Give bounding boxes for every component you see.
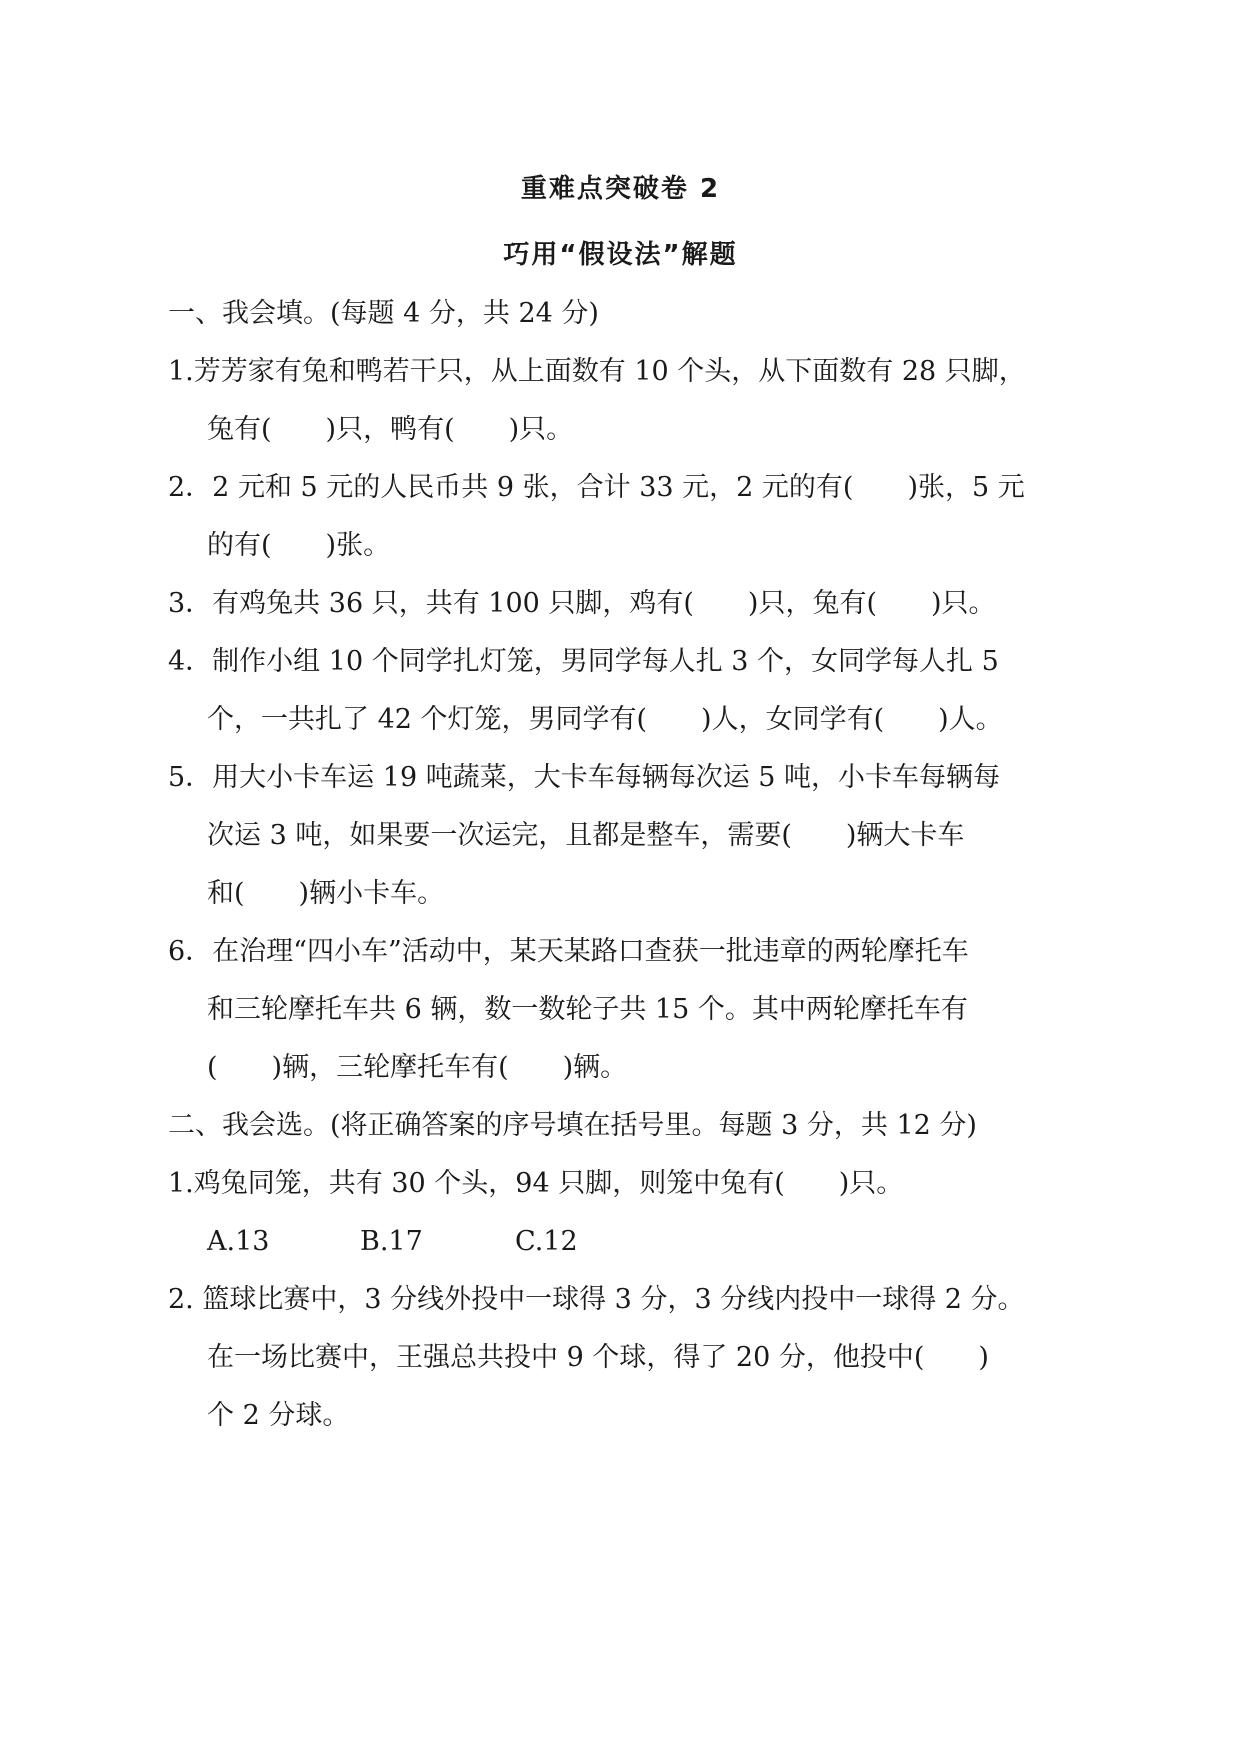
question-line: 和( )辆小卡车。: [207, 878, 445, 909]
question-line: 3．有鸡兔共 36 只，共有 100 只脚，鸡有( )只，兔有( )只。: [168, 588, 996, 619]
option-a: A.13: [207, 1226, 270, 1257]
option-b: B.17: [360, 1226, 423, 1257]
question-line: ( )辆，三轮摩托车有( )辆。: [207, 1052, 628, 1083]
question-line: 5．用大小卡车运 19 吨蔬菜，大卡车每辆每次运 5 吨，小卡车每辆每: [168, 762, 1001, 793]
question-line: 1.鸡兔同笼，共有 30 个头，94 只脚，则笼中兔有( )只。: [168, 1168, 904, 1199]
question-line: 个，一共扎了 42 个灯笼，男同学有( )人，女同学有( )人。: [207, 704, 1003, 735]
question-line: 在一场比赛中，王强总共投中 9 个球，得了 20 分，他投中( ): [207, 1342, 989, 1373]
option-c: C.12: [515, 1226, 578, 1257]
question-line: 个 2 分球。: [207, 1400, 350, 1431]
question-line: 4．制作小组 10 个同学扎灯笼，男同学每人扎 3 个，女同学每人扎 5: [168, 646, 999, 677]
page-subtitle: 巧用“假设法”解题: [503, 240, 738, 270]
question-line: 兔有( )只，鸭有( )只。: [207, 414, 574, 445]
page-title: 重难点突破卷 2: [520, 174, 721, 204]
question-line: 2．2 元和 5 元的人民币共 9 张，合计 33 元，2 元的有( )张，5 元: [168, 472, 1025, 503]
question-line: 6．在治理“四小车”活动中，某天某路口查获一批违章的两轮摩托车: [168, 936, 969, 967]
question-line: 的有( )张。: [207, 530, 391, 561]
question-line: 2. 篮球比赛中，3 分线外投中一球得 3 分，3 分线内投中一球得 2 分。: [168, 1284, 1025, 1315]
question-line: 次运 3 吨，如果要一次运完，且都是整车，需要( )辆大卡车: [207, 820, 965, 851]
question-line: 和三轮摩托车共 6 辆，数一数轮子共 15 个。其中两轮摩托车有: [207, 994, 968, 1025]
question-line: 1.芳芳家有兔和鸭若干只，从上面数有 10 个头，从下面数有 28 只脚，: [168, 356, 1026, 387]
section1-heading: 一、我会填。(每题 4 分，共 24 分): [168, 298, 599, 329]
section2-heading: 二、我会选。(将正确答案的序号填在括号里。每题 3 分，共 12 分): [168, 1110, 977, 1141]
